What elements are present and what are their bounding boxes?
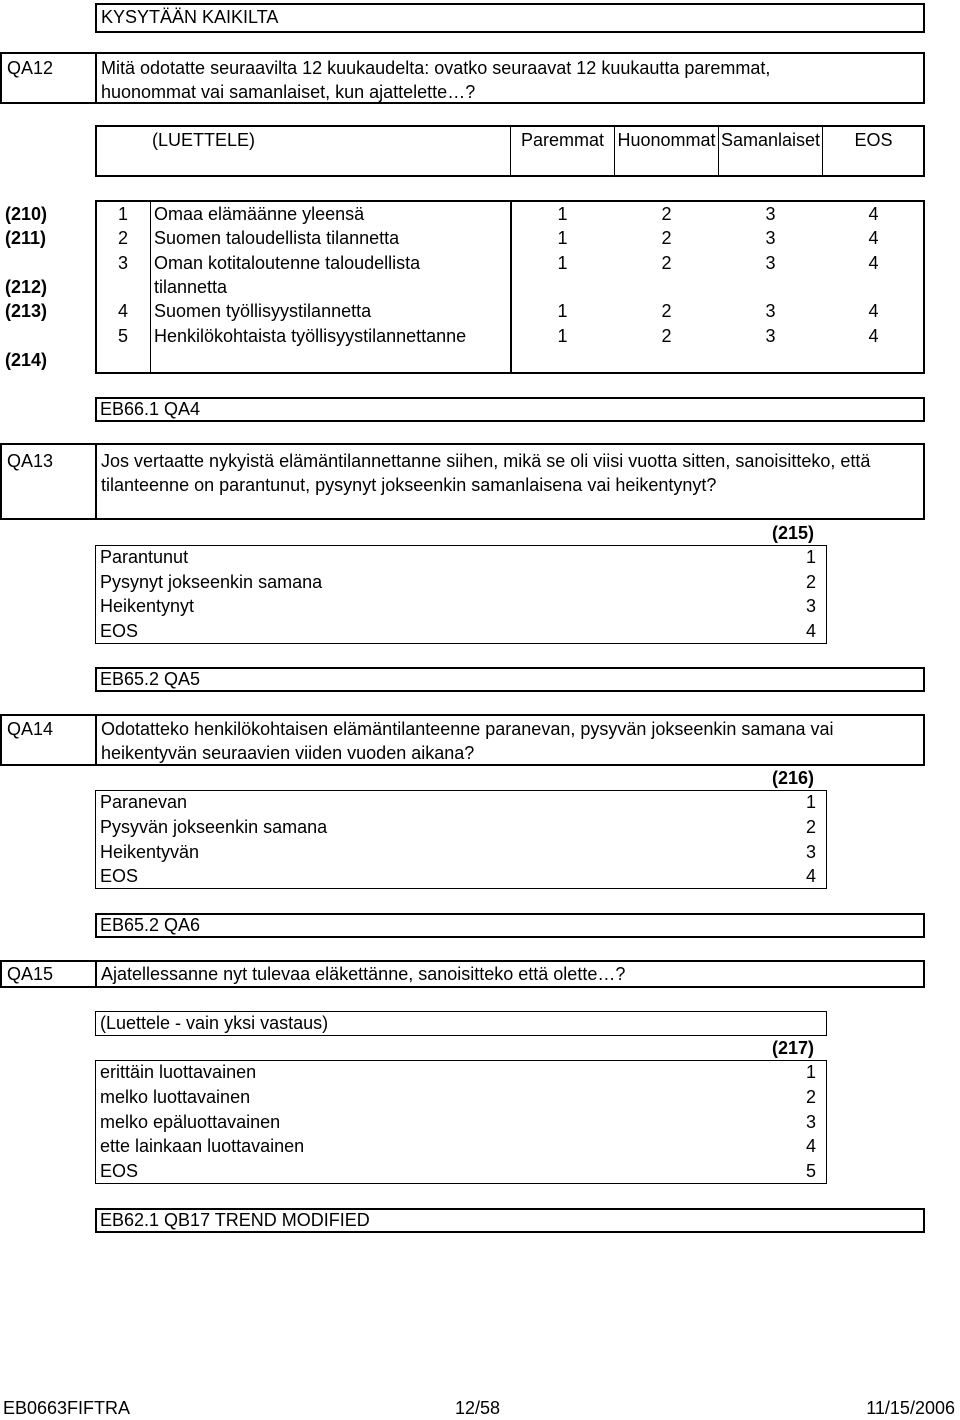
qa12-col-worse — [615, 128, 718, 176]
qa12-row-code: 2 — [661, 228, 672, 248]
qa12-row-code: 1 — [557, 253, 568, 273]
qa12-source: EB66.1 QA4 — [100, 399, 201, 419]
qa12-col-worse-label: Huonommat — [617, 130, 716, 150]
qa14-var: (216) — [772, 768, 815, 788]
qa12-row-code: 4 — [868, 253, 879, 273]
qa14-option-code: 4 — [806, 866, 817, 886]
qa12-row-label: Oman kotitaloutenne taloudellista tilannetta — [154, 253, 421, 297]
qa13-option-code: 3 — [806, 596, 817, 616]
qa15-option-code: 4 — [806, 1136, 817, 1156]
qa12-row-code: 1 — [557, 204, 568, 224]
qa13-var: (215) — [772, 523, 815, 543]
qa12-row-code: 4 — [868, 228, 879, 248]
qa12-row-code: 2 — [661, 253, 672, 273]
qa12-row-code: 1 — [557, 326, 568, 346]
qa13-option-code: 1 — [806, 547, 817, 567]
qa15-id: QA15 — [7, 964, 54, 984]
qa12-row-num: 4 — [117, 301, 128, 321]
footer-date: 11/15/2006 — [866, 1398, 955, 1418]
qa14-divider — [95, 714, 97, 766]
qa13-question-text: Jos vertaatte nykyistä elämäntilannettanne siihen, mikä se oli viisi vuotta sitten, sanoisitteko, että tilanteenne on parantunut, pysynyt jokseenkin samanlaisena vai heikentynyt? — [101, 451, 871, 495]
qa15-divider — [95, 960, 97, 988]
qa15-question-text: Ajatellessanne nyt tulevaa eläkettänne, sanoisitteko että olette…? — [101, 964, 626, 984]
qa15-option-code: 1 — [806, 1062, 817, 1082]
qa12-col-same — [719, 128, 822, 176]
qa14-option-label: Paranevan — [100, 792, 188, 812]
qa13-option-label: Heikentynyt — [100, 596, 195, 616]
qa13-option-label: Parantunut — [100, 547, 189, 567]
qa12-divider — [95, 52, 97, 104]
qa13-option-label: Pysynyt jokseenkin samana — [100, 572, 323, 592]
qa12-row-num: 2 — [117, 228, 128, 248]
qa12-row-num: 3 — [117, 253, 128, 273]
qa12-list-label: (LUETTELE) — [152, 130, 256, 150]
qa12-source-box — [95, 397, 925, 422]
qa12-col-dk: EOS — [854, 130, 893, 150]
qa15-option-code: 5 — [806, 1161, 817, 1181]
qa13-options-box — [95, 545, 827, 644]
qa15-option-label: erittäin luottavainen — [100, 1062, 257, 1082]
qa12-row-code: 1 — [557, 228, 568, 248]
qa12-row-code: 3 — [765, 204, 776, 224]
qa14-option-label: Pysyvän jokseenkin samana — [100, 817, 328, 837]
qa12-row-code: 3 — [765, 301, 776, 321]
footer-doc-code: EB0663FIFTRA — [3, 1398, 131, 1418]
qa13-source-box — [95, 667, 925, 692]
qa12-row-code: 4 — [868, 326, 879, 346]
qa15-option-code: 3 — [806, 1112, 817, 1132]
qa12-row-var: (211) — [5, 228, 47, 248]
qa12-row-code: 3 — [765, 253, 776, 273]
qa12-col-better: Paremmat — [520, 130, 605, 150]
qa14-option-label: Heikentyvän — [100, 842, 200, 862]
footer-page-number: 12/58 — [455, 1398, 501, 1418]
qa12-row-code: 2 — [661, 326, 672, 346]
qa12-row-var: (212) — [5, 277, 48, 297]
qa14-option-code: 1 — [806, 792, 817, 812]
qa12-col-same-label: Samanlaiset — [720, 130, 821, 150]
qa14-source-box — [95, 913, 925, 938]
qa14-option-label: EOS — [100, 866, 139, 886]
qa14-options-box — [95, 790, 827, 889]
qa13-id: QA13 — [7, 451, 54, 471]
qa15-var: (217) — [772, 1038, 815, 1058]
qa13-option-code: 4 — [806, 621, 817, 641]
qa12-row-label: Suomen taloudellista tilannetta — [154, 228, 400, 248]
qa12-row-var: (213) — [5, 301, 48, 321]
qa12-row-label: Henkilökohtaista työllisyystilannettanne — [154, 326, 467, 346]
qa13-divider — [95, 443, 97, 520]
qa14-id: QA14 — [7, 719, 54, 739]
qa12-row-label: Omaa elämäänne yleensä — [154, 204, 365, 224]
ask-all-label: KYSYTÄÄN KAIKILTA — [101, 7, 279, 27]
qa14-option-code: 3 — [806, 842, 817, 862]
qa12-row-num: 5 — [117, 326, 128, 346]
qa15-source: EB62.1 QB17 TREND MODIFIED — [100, 1210, 370, 1230]
qa14-source: EB65.2 QA6 — [100, 915, 201, 935]
qa12-row-code: 2 — [661, 301, 672, 321]
qa15-option-code: 2 — [806, 1087, 817, 1107]
qa15-instruction: (Luettele - vain yksi vastaus) — [100, 1013, 329, 1033]
qa12-id: QA12 — [7, 58, 54, 78]
qa15-option-label: melko epäluottavainen — [100, 1112, 281, 1132]
qa12-row-label: Suomen työllisyystilannetta — [154, 301, 372, 321]
qa12-row-code: 3 — [765, 228, 776, 248]
qa12-row-code: 4 — [868, 204, 879, 224]
qa12-row-code: 1 — [557, 301, 568, 321]
qa13-option-label: EOS — [100, 621, 139, 641]
qa12-rows-divider-label — [150, 200, 151, 374]
qa15-option-label: EOS — [100, 1161, 139, 1181]
qa12-row-code: 2 — [661, 204, 672, 224]
qa12-row-var: (214) — [5, 350, 48, 370]
qa12-row-var: (210) — [5, 204, 48, 224]
qa12-row-num: 1 — [117, 204, 128, 224]
qa13-source: EB65.2 QA5 — [100, 669, 201, 689]
qa14-option-code: 2 — [806, 817, 817, 837]
qa13-option-code: 2 — [806, 572, 817, 592]
qa14-question-text: Odotatteko henkilökohtaisen elämäntilanteenne paranevan, pysyvän jokseenkin samana vai heikentyvän seuraavien viiden vuoden aikana? — [101, 719, 834, 763]
qa12-row-code: 3 — [765, 326, 776, 346]
qa15-option-label: ette lainkaan luottavainen — [100, 1136, 305, 1156]
qa12-question-text: Mitä odotatte seuraavilta 12 kuukaudelta: ovatko seuraavat 12 kuukautta paremmat, huonommat vai samanlaiset, kun ajattelette…? — [101, 58, 771, 102]
qa15-option-label: melko luottavainen — [100, 1087, 251, 1107]
qa12-row-code: 4 — [868, 301, 879, 321]
